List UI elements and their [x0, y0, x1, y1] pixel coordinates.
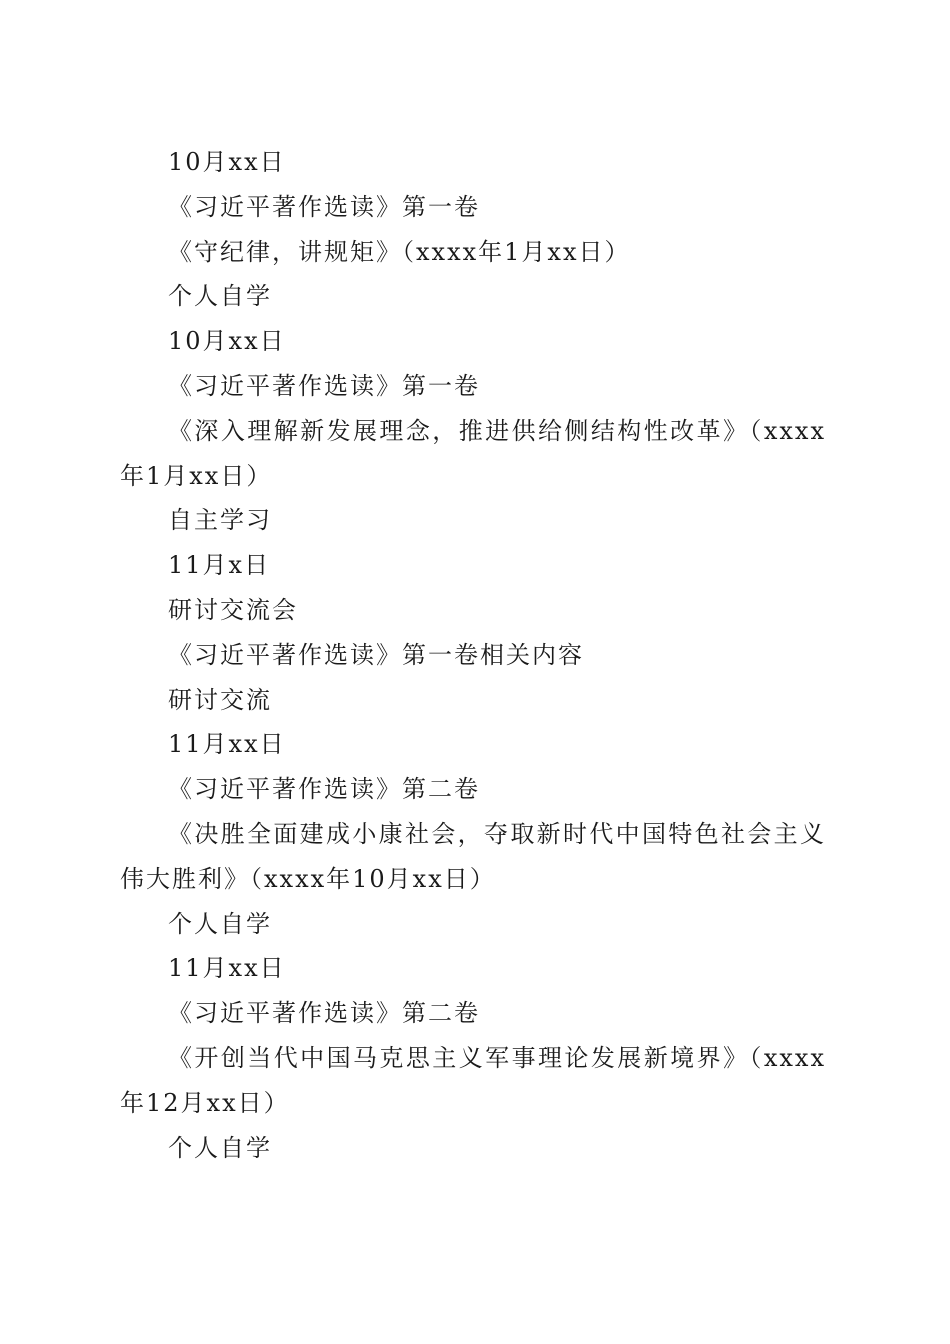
paragraph-book: 《习近平著作选读》第一卷相关内容 — [168, 640, 584, 669]
paragraph-book: 《习近平著作选读》第一卷 — [168, 192, 480, 221]
paragraph-method: 自主学习 — [168, 506, 272, 535]
paragraph-date: 11月xx日 — [168, 954, 286, 983]
paragraph-article: 《深入理解新发展理念，推进供给侧结构性改革》（xxxx年1月xx日） — [120, 416, 826, 490]
paragraph-method: 研讨交流 — [168, 685, 272, 714]
paragraph-book: 《习近平著作选读》第二卷 — [168, 775, 480, 804]
paragraph-method: 个人自学 — [168, 282, 272, 311]
paragraph-date: 10月xx日 — [168, 148, 286, 176]
paragraph-article: 《守纪律，讲规矩》（xxxx年1月xx日） — [168, 237, 631, 266]
paragraph-article: 《决胜全面建成小康社会，夺取新时代中国特色社会主义伟大胜利》（xxxx年10月xx日） — [120, 819, 826, 893]
document-body — [120, 140, 826, 1170]
paragraph-book: 《习近平著作选读》第一卷 — [168, 371, 480, 400]
paragraph-date: 10月xx日 — [168, 327, 286, 356]
paragraph-book: 《习近平著作选读》第二卷 — [168, 999, 480, 1028]
paragraph-article: 《开创当代中国马克思主义军事理论发展新境界》（xxxx年12月xx日） — [120, 1043, 826, 1117]
paragraph-event: 研讨交流会 — [168, 595, 298, 624]
paragraph-date: 11月x日 — [168, 551, 271, 580]
paragraph-method: 个人自学 — [168, 909, 272, 938]
paragraph-date: 11月xx日 — [168, 730, 286, 759]
paragraph-method: 个人自学 — [168, 1133, 272, 1162]
